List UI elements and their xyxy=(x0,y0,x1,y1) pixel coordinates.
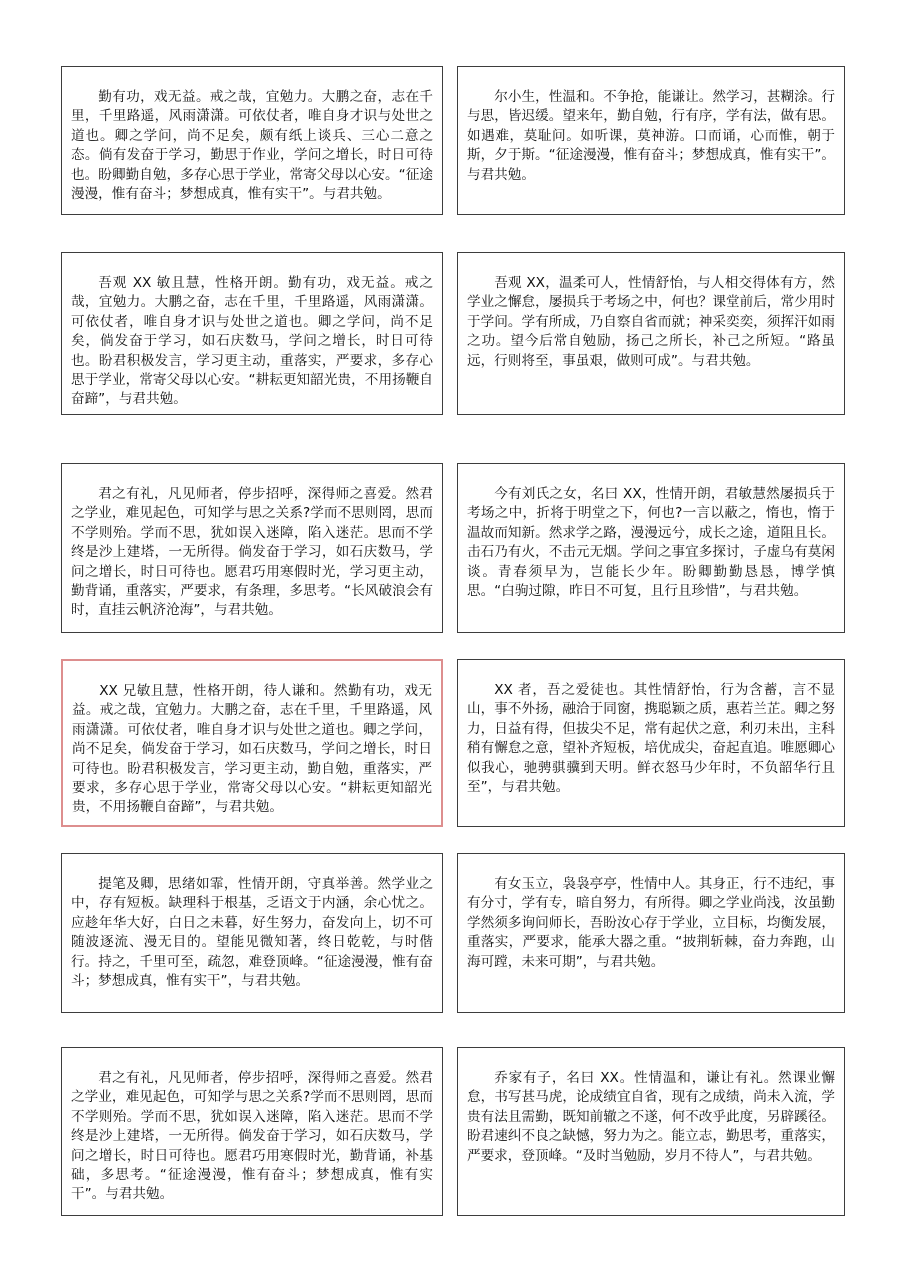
comment-text: 有女玉立，袅袅亭亭，性情中人。其身正，行不违纪，事有分寸，学有专，暗自努力，有所得。卿之学业尚浅，汝虽勤学然须多询问师长，吾盼汝心存于学业，立目标，均衡发展，重落实，严要求，能承大器之重。“披荆斩棘，奋力奔跑，山海可蹚，未来可期”，与君共勉。 xyxy=(467,876,835,970)
comment-text: 尔小生，性温和。不争抢，能谦让。然学习，甚糊涂。行与思，皆迟缓。望来年，勤自勉，行有序，学有法，做有思。如遇难，莫耻问。如听课，莫神游。口而诵，心而惟，朝于斯，夕于斯。“征途漫漫，惟有奋斗；梦想成真，惟有实干”。与君共勉。 xyxy=(467,89,835,183)
comment-text: XX 兄敏且慧，性格开朗，待人谦和。然勤有功，戏无益。戒之哉，宜勉力。大鹏之奋，志在千里，千里路遥，风雨潇潇。可依仗者，唯自身才识与处世之道也。卿之学问，尚不足矣，倘发奋于学习，如石庆数马，学问之增长，时日可待也。盼君积极发言，学习更主动，勤自勉，重落实，严要求，多存心思于学业，常寄父母以心安。“耕耘更知韶光贵，不用扬鞭自奋蹄”，与君共勉。 xyxy=(72,683,432,816)
comment-text: 今有刘氏之女，名曰 XX，性情开朗，君敏慧然屡损兵于考场之中，折将于明堂之下，何也?一言以蔽之，惰也，惰于温故而知新。然求学之路，漫漫远兮，成长之途，道阻且长。击石乃有火，不击元无烟。学问之事宜多探讨，子虚乌有莫闲谈。青春须早为，岂能长少年。盼卿勤勤恳恳，博学慎思。“白驹过隙，昨日不可复，且行且珍惜”，与君共勉。 xyxy=(467,486,835,600)
comment-card-7-highlighted xyxy=(61,659,443,827)
comment-card-2 xyxy=(457,66,845,215)
comment-card-3 xyxy=(61,252,443,415)
comment-text: 君之有礼，凡见师者，停步招呼，深得师之喜爱。然君之学业，难见起色，可知学与思之关系?学而不思则罔，思而不学则殆。学而不思，犹如误入迷障，陷入迷茫。思而不学终是沙上建塔，一无所得。倘发奋于学习，如石庆数马，学问之增长，时日可待也。愿君巧用寒假时光，学习更主动，勤背诵，重落实，严要求，有条理，多思考。“长风破浪会有时，直挂云帆济沧海”，与君共勉。 xyxy=(71,486,433,619)
comment-text: 勤有功，戏无益。戒之哉，宜勉力。大鹏之奋，志在千里，千里路遥，风雨潇潇。可依仗者，唯自身才识与处世之道也。卿之学问，尚不足矣，颇有纸上谈兵、三心二意之态。倘有发奋于学习，勤思于作业，学问之增长，时日可待也。盼卿勤自勉，多存心思于学业，常寄父母以心安。“征途漫漫，惟有奋斗；梦想成真，惟有实干”。与君共勉。 xyxy=(71,89,433,203)
comment-text: XX 者，吾之爱徒也。其性情舒怡，行为含蓄，言不显山，事不外扬，融洽于同窗，携聪颖之质，惠若兰芷。卿之努力，日益有得，但拔尖不足，常有起伏之意，利刃未出，主科稍有懈怠之意，望补齐短板，培优成尖，奋起直追。唯愿卿心似我心，驰骋骐骥到天明。鲜衣怒马少年时，不负韶华行且至”，与君共勉。 xyxy=(467,682,835,796)
comment-card-1 xyxy=(61,66,443,215)
comment-text: 君之有礼，凡见师者，停步招呼，深得师之喜爱。然君之学业，难见起色，可知学与思之关系?学而不思则罔，思而不学则殆。学而不思，犹如误入迷障，陷入迷茫。思而不学终是沙上建塔，一无所得。倘发奋于学习，如石庆数马，学问之增长，时日可待也。愿君巧用寒假时光，勤背诵，补基础，多思考。“征途漫漫，惟有奋斗；梦想成真，惟有实干”。与君共勉。 xyxy=(71,1070,433,1203)
comment-text: 吾观 XX 敏且慧，性格开朗。勤有功，戏无益。戒之哉，宜勉力。大鹏之奋，志在千里，千里路遥，风雨潇潇。可依仗者，唯自身才识与处世之道也。卿之学问，尚不足矣，倘发奋于学习，如石庆数马，学问之增长，时日可待也。盼君积极发言，学习更主动，重落实，严要求，多存心思于学业，常寄父母以心安。“耕耘更知韶光贵，不用扬鞭自奋蹄”，与君共勉。 xyxy=(71,275,433,408)
comment-card-10 xyxy=(457,853,845,1013)
comment-card-11 xyxy=(61,1047,443,1216)
comment-card-12 xyxy=(457,1047,845,1216)
comment-text: 乔家有子，名曰 XX。性情温和，谦让有礼。然课业懈怠，书写甚马虎，论成绩宜自省，现有之成绩，尚未入流，学贵有法且需勤，既知前辙之不遂，何不改乎此度，另辟蹊径。盼君速纠不良之缺憾，努力为之。能立志，勤思考，重落实，严要求，登顶峰。“及时当勉励，岁月不待人”，与君共勉。 xyxy=(467,1070,835,1164)
comment-card-8 xyxy=(457,659,845,827)
comment-card-4 xyxy=(457,252,845,415)
comment-card-5 xyxy=(61,463,443,633)
comment-card-9 xyxy=(61,853,443,1013)
comment-text: 吾观 XX，温柔可人，性情舒怡，与人相交得体有方，然学业之懈怠，屡损兵于考场之中，何也？课堂前后，常少用时于学问。学有所成，乃自察自省而就；神采奕奕，须挥汗如雨之功。望今后常自勉励，扬己之所长，补己之所短。“路虽远，行则将至，事虽艰，做则可成”。与君共勉。 xyxy=(467,275,835,369)
comment-text: 提笔及卿，思绪如霏，性情开朗，守真举善。然学业之中，存有短板。缺理科于根基，乏语文于内涵，余心忧之。应趁年华大好，白日之未暮，好生努力，奋发向上，切不可随波逐流、漫无目的。望能见微知著，终日乾乾，与时偕行。持之，千里可至，疏忽，难登顶峰。“征途漫漫，惟有奋斗；梦想成真，惟有实干”，与君共勉。 xyxy=(71,876,433,990)
comment-card-6 xyxy=(457,463,845,633)
